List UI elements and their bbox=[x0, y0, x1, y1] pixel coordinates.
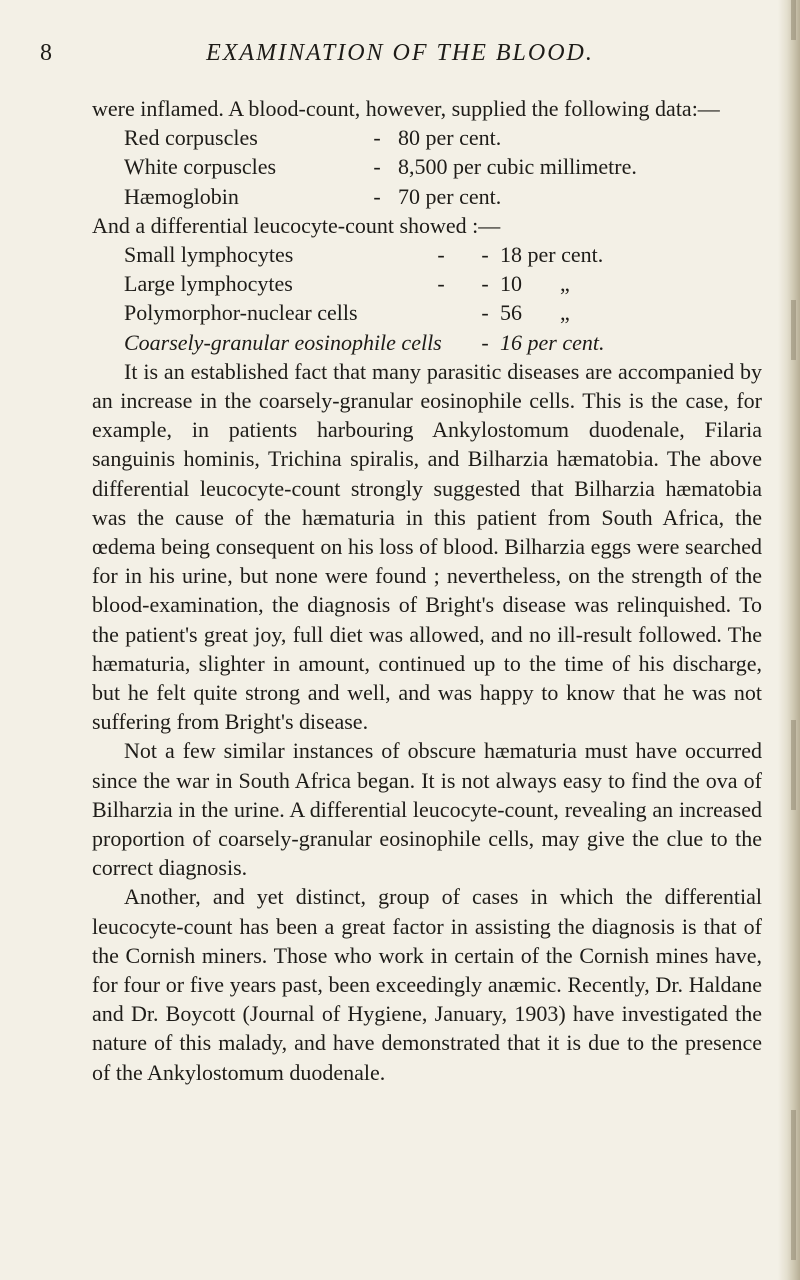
row-dash: - bbox=[481, 300, 489, 326]
table-row bbox=[92, 240, 762, 269]
row-dash: - bbox=[373, 125, 381, 151]
blood-count-table bbox=[92, 123, 762, 211]
page-header bbox=[0, 40, 800, 80]
table-row bbox=[92, 123, 762, 152]
row-label: Coarsely-granular eosinophile cells bbox=[124, 329, 442, 355]
paragraph: Not a few similar instances of obscure hæmaturia must have occurred since the war in South Africa began. It is not always easy to find the ova of Bilharzia in the urine. A differential leucocyte-count, revealing an increased proportion of coarsely-granular eosinophile cells, may give the clue to the correct diagnosis. bbox=[92, 738, 762, 881]
row-label: Large lymphocytes bbox=[124, 271, 293, 297]
row-value: 18 per cent. bbox=[500, 241, 604, 267]
row-value: 16 per cent. bbox=[500, 329, 605, 355]
row-value: 8,500 per cubic millimetre. bbox=[398, 154, 637, 180]
row-label: Polymorphor-nuclear cells bbox=[124, 300, 358, 326]
paragraph: Another, and yet distinct, group of cases in which the differential leucocyte-count has been a great factor in assisting the diagnosis is that of the Cornish miners. Those who work in certain of the Cornish mines have, for four or five years past, been exceedingly anæmic. Recently, Dr. Haldane and Dr. Boycott (Journal of Hygiene, January, 1903) have investigated the nature of this malady, and have demonstrated that it is due to the presence of the Ankylostomum duodenale. bbox=[92, 884, 762, 1085]
body-text bbox=[92, 94, 762, 1087]
running-title: EXAMINATION OF THE BLOOD. bbox=[206, 40, 594, 66]
row-label: White corpuscles bbox=[124, 154, 277, 180]
row-dash: - bbox=[437, 241, 445, 267]
table-row bbox=[92, 269, 762, 298]
table-row bbox=[92, 182, 762, 211]
row-value: 80 per cent. bbox=[398, 125, 502, 151]
ditto-mark: „ bbox=[560, 300, 570, 326]
row-dash: - bbox=[481, 329, 489, 355]
row-dash: - bbox=[437, 271, 445, 297]
row-dash: - bbox=[481, 241, 489, 267]
differential-count-table bbox=[92, 240, 762, 357]
row-dash bbox=[412, 298, 470, 327]
intro-text: were inflamed. A blood-count, however, supplied the following data:— bbox=[92, 96, 720, 121]
differential-intro: And a differential leucocyte-count showed :— bbox=[92, 212, 501, 238]
ditto-mark: „ bbox=[560, 271, 570, 297]
row-label: Hæmoglobin bbox=[124, 183, 239, 209]
table-row bbox=[92, 298, 762, 327]
row-label: Small lymphocytes bbox=[124, 241, 294, 267]
page-number: 8 bbox=[40, 40, 52, 66]
table-row bbox=[92, 152, 762, 181]
row-dash: - bbox=[373, 154, 381, 180]
row-value: 70 per cent. bbox=[398, 183, 502, 209]
paragraph: It is an established fact that many parasitic diseases are accompanied by an increase in the coarsely-granular eosinophile cells. This is the case, for example, in patients harbouring Ankylostomum duodenale, Filaria sanguinis hominis, Trichina spiralis, and Bilharzia hæmatobia. The above differential leucocyte-count strongly suggested that Bilharzia hæmatobia was the cause of the hæmaturia in this patient from South Africa, the œdema being consequent on his loss of blood. Bilharzia eggs were searched for in his urine, but none were found ; nevertheless, on the strength of the blood-examination, the diagnosis of Bright's disease was relinquished. To the patient's great joy, full diet was allowed, and no ill-result followed. The hæmaturia, slighter in amount, continued up to the time of his discharge, but he felt quite strong and well, and was happy to know that he was not suffering from Bright's disease. bbox=[92, 358, 762, 735]
row-dash: - bbox=[373, 183, 381, 209]
table-row bbox=[92, 328, 762, 357]
row-value: 56 bbox=[500, 300, 522, 326]
row-dash: - bbox=[481, 271, 489, 297]
row-label: Red corpuscles bbox=[124, 125, 258, 151]
binding-edge bbox=[778, 0, 800, 1280]
row-value: 10 bbox=[500, 271, 522, 297]
